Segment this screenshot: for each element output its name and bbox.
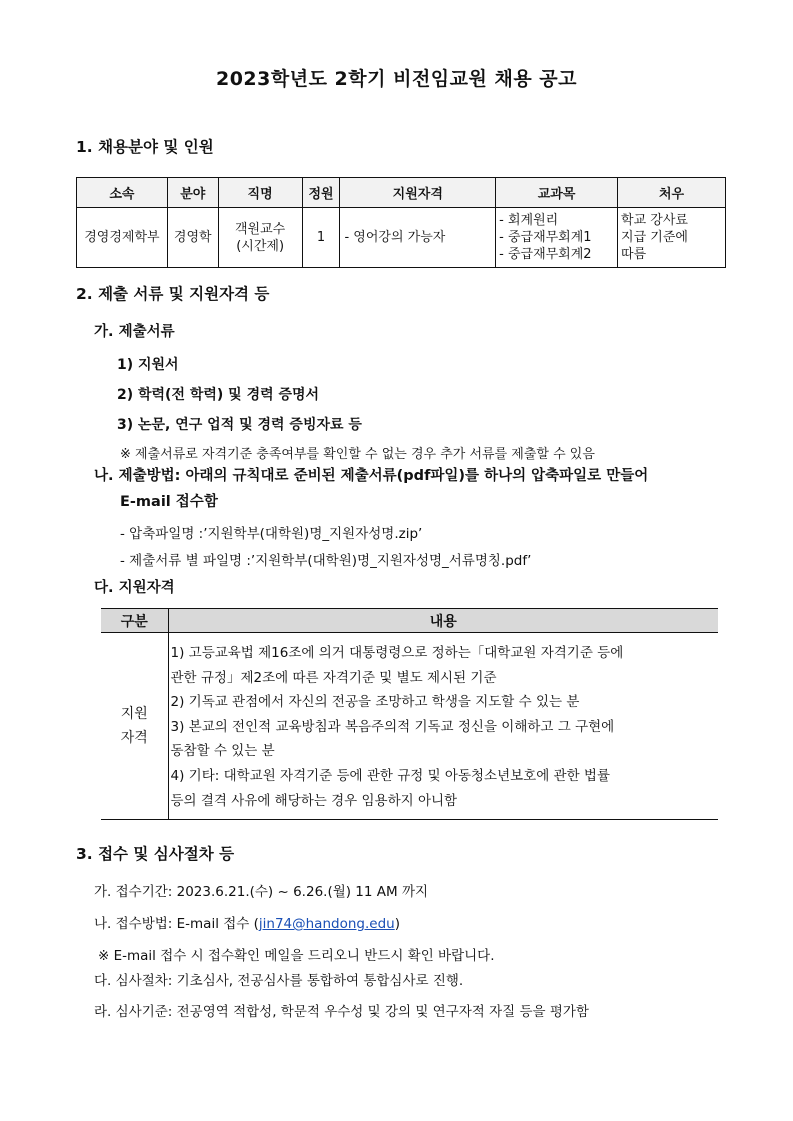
- cell-treatment: [618, 208, 726, 268]
- header-category: 구분: [101, 609, 168, 633]
- file-rule-pdf: - 제출서류 별 파일명 :’지원학부(대학원)명_지원자성명_서류명칭.pdf’: [120, 553, 532, 569]
- review-procedure: 다. 심사절차: 기초심사, 전공심사를 통합하여 통합심사로 진행.: [94, 973, 464, 989]
- qualification-heading: 다. 지원자격: [94, 580, 175, 596]
- cell-affiliation: 경영경제학부: [77, 208, 168, 268]
- header-courses: 교과목: [496, 178, 618, 208]
- table-row: [101, 633, 718, 820]
- qualification-line: 동참할 수 있는 분: [170, 743, 275, 760]
- qualification-line: 관한 규정」제2조에 따른 자격기준 및 별도 제시된 기준: [170, 669, 497, 686]
- submission-method-heading: 나. 제출방법: 아래의 규칙대로 준비된 제출서류(pdf파일)를 하나의 압축파일로 만들어: [94, 468, 649, 484]
- position-line1: 객원교수: [235, 221, 286, 237]
- qualification-line: 등의 결격 사유에 해당하는 경우 임용하지 아니함: [170, 792, 458, 809]
- email-link[interactable]: jin74@handong.edu: [258, 916, 395, 932]
- application-period: 가. 접수기간: 2023.6.21.(수) ~ 6.26.(월) 11 AM 까지: [94, 884, 429, 900]
- document-item: 3) 논문, 연구 업적 및 경력 증빙자료 등: [117, 417, 362, 433]
- position-line2: (시간제): [236, 238, 285, 254]
- qualification-table: [101, 608, 718, 820]
- qualification-line: 3) 본교의 전인적 교육방침과 복음주의적 기독교 정신을 이해하고 그 구현에: [170, 718, 615, 735]
- qualification-line: 4) 기타: 대학교원 자격기준 등에 관한 규정 및 아동청소년보호에 관한 법률: [170, 767, 611, 784]
- file-rule-zip: - 압축파일명 :’지원학부(대학원)명_지원자성명.zip’: [120, 526, 423, 542]
- header-field: 분야: [167, 178, 218, 208]
- email-note: ※ E-mail 접수 시 접수확인 메일을 드리오니 반드시 확인 바랍니다.: [98, 948, 495, 964]
- header-content: 내용: [168, 609, 718, 633]
- qualification-content: [168, 633, 718, 820]
- section1-heading: 1. 채용분야 및 인원: [76, 138, 214, 156]
- application-method: [94, 912, 400, 932]
- qualification-label: [101, 633, 168, 820]
- label-line2: 자격: [120, 730, 148, 747]
- document-item: 1) 지원서: [117, 357, 179, 373]
- header-treatment: 처우: [618, 178, 726, 208]
- section2-heading: 2. 제출 서류 및 지원자격 등: [76, 285, 270, 303]
- page-title: 2023학년도 2학기 비전임교원 채용 공고: [215, 68, 578, 90]
- header-qualification: 지원자격: [340, 178, 496, 208]
- qualification-line: 1) 고등교육법 제16조에 의거 대통령령으로 정하는「대학교원 자격기준 등에: [170, 645, 624, 661]
- section3-heading: 3. 접수 및 심사절차 등: [76, 845, 235, 863]
- table-header-row: [77, 178, 726, 208]
- qualification-line: 2) 기독교 관점에서 자신의 전공을 조망하고 학생을 지도할 수 있는 분: [170, 694, 580, 711]
- documents-heading: 가. 제출서류: [94, 324, 175, 340]
- header-affiliation: 소속: [77, 178, 168, 208]
- header-position: 직명: [218, 178, 302, 208]
- cell-count: 1: [302, 208, 340, 268]
- cell-position: [218, 208, 302, 268]
- treatment-line: 따름: [621, 247, 647, 262]
- documents-note: ※ 제출서류로 자격기준 충족여부를 확인할 수 없는 경우 추가 서류를 제출할 수 있음: [120, 447, 595, 462]
- cell-qualification: - 영어강의 가능자: [340, 208, 496, 268]
- recruitment-table: [76, 177, 726, 268]
- submission-method-heading-cont: E-mail 접수함: [120, 494, 218, 510]
- course-item: - 중급재무회계2: [499, 247, 592, 262]
- method-prefix: 나. 접수방법: E-mail 접수 (: [94, 916, 259, 932]
- qualification-header-row: [101, 609, 718, 633]
- method-suffix: ): [394, 916, 400, 932]
- cell-field: 경영학: [167, 208, 218, 268]
- treatment-line: 지급 기준에: [621, 230, 688, 245]
- header-count: 정원: [302, 178, 340, 208]
- cell-courses: [496, 208, 618, 268]
- review-criteria: 라. 심사기준: 전공영역 적합성, 학문적 우수성 및 강의 및 연구자적 자질 등을 평가함: [94, 1004, 589, 1020]
- table-row: [77, 208, 726, 268]
- label-line1: 지원: [120, 706, 148, 723]
- course-item: - 중급재무회계1: [499, 230, 592, 245]
- course-item: - 회계원리: [499, 213, 559, 228]
- treatment-line: 학교 강사료: [621, 213, 688, 228]
- document-item: 2) 학력(전 학력) 및 경력 증명서: [117, 387, 320, 403]
